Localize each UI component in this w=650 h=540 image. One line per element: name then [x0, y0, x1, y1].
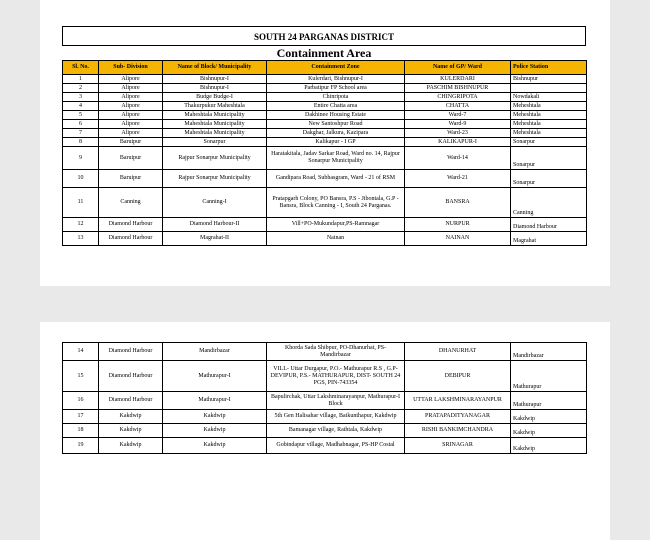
cell-sub-division: Diamond Harbour — [99, 218, 163, 232]
cell-sub-division: Diamond Harbour — [99, 232, 163, 246]
cell-gp-ward: Ward-7 — [405, 111, 511, 120]
cell-containment-zone: Vill+PO-Mukundapur,PS-Ramnagar — [267, 218, 405, 232]
cell-sl-no: 9 — [63, 147, 99, 170]
cell-police-station: Canning — [511, 188, 587, 218]
cell-gp-ward: Ward-23 — [405, 129, 511, 138]
cell-containment-zone: Dakghar, Jalkura, Kazipara — [267, 129, 405, 138]
cell-sl-no: 17 — [63, 410, 99, 424]
cell-police-station: Meheshtala — [511, 102, 587, 111]
cell-police-station: Mandirbazar — [511, 343, 587, 361]
cell-gp-ward: SRINAGAR — [405, 438, 511, 454]
containment-table-part-2 — [62, 342, 587, 454]
cell-gp-ward: Ward-21 — [405, 170, 511, 188]
cell-containment-zone: Gandipara Road, Subhasgram, Ward - 21 of RSM — [267, 170, 405, 188]
table-row — [63, 392, 587, 410]
table-row — [63, 188, 587, 218]
document-page-1 — [40, 0, 610, 286]
cell-gp-ward: KULERDARI — [405, 75, 511, 84]
cell-containment-zone: Khorda Sada Shibpur, PO-Dhanurhat, PS- Mandirbazar — [267, 343, 405, 361]
table-row — [63, 111, 587, 120]
table-row — [63, 218, 587, 232]
table-row — [63, 75, 587, 84]
cell-sub-division: Alipore — [99, 75, 163, 84]
cell-containment-zone: Parbatipur FP School area — [267, 84, 405, 93]
cell-sl-no: 2 — [63, 84, 99, 93]
cell-police-station: Kakdwip — [511, 438, 587, 454]
table-row — [63, 232, 587, 246]
cell-gp-ward: UTTAR LAKSHMINARAYANPUR — [405, 392, 511, 410]
cell-police-station: Sonarpur — [511, 170, 587, 188]
cell-police-station: Magrahat — [511, 232, 587, 246]
cell-sub-division: Baruipur — [99, 138, 163, 147]
table-row — [63, 424, 587, 438]
cell-sub-division: Alipore — [99, 111, 163, 120]
cell-block: Kakdwip — [163, 410, 267, 424]
cell-block: Canning-I — [163, 188, 267, 218]
cell-police-station: Diamond Harbour — [511, 218, 587, 232]
cell-sub-division: Alipore — [99, 84, 163, 93]
cell-sub-division: Alipore — [99, 93, 163, 102]
table-row — [63, 138, 587, 147]
cell-police-station — [511, 84, 587, 93]
cell-block: Mathurapur-I — [163, 392, 267, 410]
cell-block: Mandirbazar — [163, 343, 267, 361]
cell-containment-zone: 5th Gen Halisahar village, Baikunthapur, Kakdwip — [267, 410, 405, 424]
header-containment-zone: Containment Zone — [267, 61, 405, 75]
cell-sl-no: 14 — [63, 343, 99, 361]
cell-block: Magrahat-II — [163, 232, 267, 246]
cell-police-station: Kakdwip — [511, 410, 587, 424]
header-sl-no: Sl. No. — [63, 61, 99, 75]
cell-sl-no: 1 — [63, 75, 99, 84]
header-police-station: Police Station — [511, 61, 587, 75]
cell-sl-no: 8 — [63, 138, 99, 147]
cell-containment-zone: Entire Chatta area — [267, 102, 405, 111]
table-row — [63, 129, 587, 138]
header-block: Name of Block/ Municipality — [163, 61, 267, 75]
table-row — [63, 147, 587, 170]
cell-block: Rajpur Sonarpur Municipality — [163, 147, 267, 170]
cell-gp-ward: NAINAN — [405, 232, 511, 246]
cell-containment-zone: New Santoshpur Road — [267, 120, 405, 129]
cell-containment-zone: Chinripota — [267, 93, 405, 102]
cell-sl-no: 18 — [63, 424, 99, 438]
containment-table-part-1 — [62, 60, 587, 246]
cell-police-station: Bishnupur — [511, 75, 587, 84]
cell-sl-no: 7 — [63, 129, 99, 138]
table-row — [63, 93, 587, 102]
cell-containment-zone: Kalikapur - I GP — [267, 138, 405, 147]
cell-gp-ward: CHINGRIPOTA — [405, 93, 511, 102]
cell-block: Sonarpur — [163, 138, 267, 147]
cell-block: Diamond Harbour-II — [163, 218, 267, 232]
cell-sub-division: Kakdwip — [99, 424, 163, 438]
cell-block: Kakdwip — [163, 438, 267, 454]
cell-sl-no: 11 — [63, 188, 99, 218]
table-row — [63, 84, 587, 93]
cell-sl-no: 10 — [63, 170, 99, 188]
cell-sub-division: Baruipur — [99, 170, 163, 188]
cell-sub-division: Alipore — [99, 129, 163, 138]
cell-containment-zone: Dakhinee Housing Estate — [267, 111, 405, 120]
cell-gp-ward: Ward-14 — [405, 147, 511, 170]
cell-police-station: Sonarpur — [511, 138, 587, 147]
cell-block: Bishnupur-I — [163, 75, 267, 84]
table-subtitle: Containment Area — [276, 46, 372, 60]
cell-gp-ward: CHATTA — [405, 102, 511, 111]
cell-sub-division: Alipore — [99, 102, 163, 111]
cell-gp-ward: KALIKAPUR-I — [405, 138, 511, 147]
cell-block: Maheshtala Municipality — [163, 129, 267, 138]
cell-block: Maheshtala Municipality — [163, 111, 267, 120]
cell-sub-division: Diamond Harbour — [99, 361, 163, 392]
table-row — [63, 120, 587, 129]
cell-sl-no: 15 — [63, 361, 99, 392]
cell-gp-ward: NURPUR — [405, 218, 511, 232]
cell-sl-no: 19 — [63, 438, 99, 454]
cell-police-station: Mathurapur — [511, 361, 587, 392]
cell-containment-zone: Bapulirchak, Uttar Lakshminarayanpur, Mathurapur-I Block — [267, 392, 405, 410]
cell-police-station: Kakdwip — [511, 424, 587, 438]
cell-sl-no: 3 — [63, 93, 99, 102]
table-row — [63, 102, 587, 111]
cell-containment-zone: Pratapgarh Colony, PO Bansra, P.S - Jibontala, G.P - Bansra, Block Canning - I, South 24 Parganas. — [267, 188, 405, 218]
cell-gp-ward: RISHI BANKIMCHANDRA — [405, 424, 511, 438]
cell-police-station: Meheshtala — [511, 129, 587, 138]
cell-sub-division: Diamond Harbour — [99, 392, 163, 410]
table-row — [63, 170, 587, 188]
cell-containment-zone: Gobindapur village, Madhabnagar, PS-HP Costal — [267, 438, 405, 454]
table-row — [63, 410, 587, 424]
header-row — [63, 61, 587, 75]
cell-police-station: Sonarpur — [511, 147, 587, 170]
cell-block: Kakdwip — [163, 424, 267, 438]
document-page-2 — [40, 322, 610, 540]
cell-sub-division: Kakdwip — [99, 438, 163, 454]
cell-sl-no: 16 — [63, 392, 99, 410]
cell-sl-no: 13 — [63, 232, 99, 246]
cell-sub-division: Canning — [99, 188, 163, 218]
district-title: SOUTH 24 PARGANAS DISTRICT — [62, 26, 586, 46]
cell-sl-no: 4 — [63, 102, 99, 111]
cell-gp-ward: DEBIPUR — [405, 361, 511, 392]
cell-sl-no: 12 — [63, 218, 99, 232]
cell-block: Rajpur Sonarpur Municipality — [163, 170, 267, 188]
cell-sub-division: Alipore — [99, 120, 163, 129]
table-row — [63, 361, 587, 392]
cell-block: Thakurpukur Maheshtala — [163, 102, 267, 111]
cell-sl-no: 5 — [63, 111, 99, 120]
cell-police-station: Meheshtala — [511, 111, 587, 120]
cell-containment-zone: Bamanagar village, Rathtala, Kakdwip — [267, 424, 405, 438]
cell-containment-zone: Kulerdari, Bishnupur-I — [267, 75, 405, 84]
cell-sl-no: 6 — [63, 120, 99, 129]
cell-sub-division: Baruipur — [99, 147, 163, 170]
cell-sub-division: Kakdwip — [99, 410, 163, 424]
cell-gp-ward: DHANURHAT — [405, 343, 511, 361]
cell-gp-ward: PASCHIM BISHNUPUR — [405, 84, 511, 93]
cell-police-station: Meheshtala — [511, 120, 587, 129]
header-gp-ward: Name of GP/ Ward — [405, 61, 511, 75]
cell-sub-division: Diamond Harbour — [99, 343, 163, 361]
header-sub-division: Sub- Division — [99, 61, 163, 75]
cell-gp-ward: BANSRA — [405, 188, 511, 218]
table-row — [63, 343, 587, 361]
cell-gp-ward: PRATAPADITYANAGAR — [405, 410, 511, 424]
cell-block: Mathurapur-I — [163, 361, 267, 392]
cell-gp-ward: Ward-9 — [405, 120, 511, 129]
cell-containment-zone: Haratakitala, Jadav Sarkar Road, Ward no. 14, Rajpur Sonarpur Municipality — [267, 147, 405, 170]
cell-block: Budge Budge-I — [163, 93, 267, 102]
cell-police-station: Nowdakali — [511, 93, 587, 102]
table-row — [63, 438, 587, 454]
cell-block: Maheshtala Municipality — [163, 120, 267, 129]
cell-containment-zone: VILL- Uttar Durgapur, P.O.- Mathurapur R.S , G.P-DEVIPUR, P.S.- MATHURAPUR, DIST- SOUTH 24 PGS, PIN-743354 — [267, 361, 405, 392]
cell-police-station: Mathurapur — [511, 392, 587, 410]
cell-block: Bishnupur-I — [163, 84, 267, 93]
cell-containment-zone: Nainan — [267, 232, 405, 246]
